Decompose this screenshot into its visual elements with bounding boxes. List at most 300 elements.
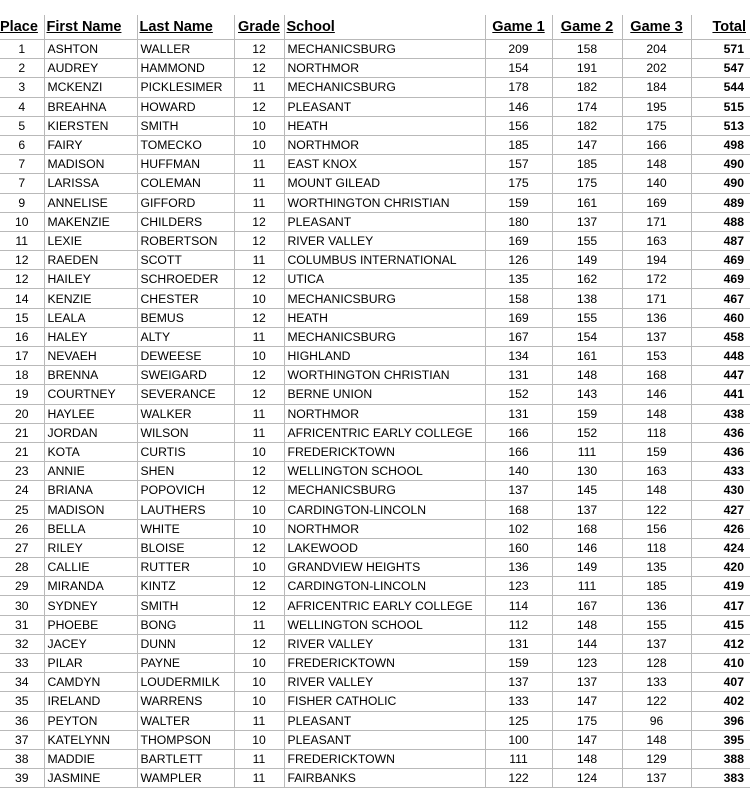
cell-school: RIVER VALLEY xyxy=(284,673,485,692)
cell-grade: 11 xyxy=(234,327,284,346)
cell-game-1: 136 xyxy=(485,558,552,577)
cell-game-3: 148 xyxy=(622,404,691,423)
cell-place: 17 xyxy=(0,347,44,366)
cell-school: PLEASANT xyxy=(284,212,485,231)
cell-place: 2 xyxy=(0,59,44,78)
cell-place: 26 xyxy=(0,519,44,538)
table-row xyxy=(0,423,750,442)
cell-place: 28 xyxy=(0,558,44,577)
cell-game-1: 125 xyxy=(485,711,552,730)
cell-game-2: 130 xyxy=(552,462,622,481)
cell-school: HIGHLAND xyxy=(284,347,485,366)
cell-last-name: SCOTT xyxy=(137,251,234,270)
cell-last-name: SEVERANCE xyxy=(137,385,234,404)
cell-game-2: 154 xyxy=(552,327,622,346)
cell-last-name: SMITH xyxy=(137,596,234,615)
cell-game-2: 191 xyxy=(552,59,622,78)
cell-school: EAST KNOX xyxy=(284,155,485,174)
table-row xyxy=(0,366,750,385)
cell-game-3: 129 xyxy=(622,749,691,768)
cell-game-3: 128 xyxy=(622,654,691,673)
cell-grade: 11 xyxy=(234,251,284,270)
cell-grade: 12 xyxy=(234,538,284,557)
cell-total: 489 xyxy=(691,193,750,212)
cell-game-3: 136 xyxy=(622,308,691,327)
cell-first-name: FAIRY xyxy=(44,135,137,154)
cell-grade: 11 xyxy=(234,749,284,768)
cell-grade: 11 xyxy=(234,155,284,174)
cell-game-1: 180 xyxy=(485,212,552,231)
cell-total: 417 xyxy=(691,596,750,615)
cell-first-name: MIRANDA xyxy=(44,577,137,596)
cell-total: 544 xyxy=(691,78,750,97)
cell-school: WELLINGTON SCHOOL xyxy=(284,462,485,481)
table-row xyxy=(0,538,750,557)
cell-game-2: 175 xyxy=(552,711,622,730)
cell-place: 9 xyxy=(0,193,44,212)
cell-first-name: MADDIE xyxy=(44,749,137,768)
cell-last-name: POPOVICH xyxy=(137,481,234,500)
table-row xyxy=(0,385,750,404)
cell-place: 31 xyxy=(0,615,44,634)
cell-last-name: DUNN xyxy=(137,634,234,653)
cell-total: 402 xyxy=(691,692,750,711)
cell-game-2: 149 xyxy=(552,558,622,577)
table-row xyxy=(0,615,750,634)
cell-first-name: KOTA xyxy=(44,442,137,461)
cell-total: 571 xyxy=(691,40,750,59)
cell-game-3: 148 xyxy=(622,155,691,174)
cell-school: RIVER VALLEY xyxy=(284,634,485,653)
cell-game-3: 195 xyxy=(622,97,691,116)
cell-grade: 10 xyxy=(234,442,284,461)
header-game-2: Game 2 xyxy=(552,15,622,40)
cell-game-2: 167 xyxy=(552,596,622,615)
cell-first-name: JASMINE xyxy=(44,769,137,788)
cell-game-1: 152 xyxy=(485,385,552,404)
cell-grade: 12 xyxy=(234,270,284,289)
cell-total: 419 xyxy=(691,577,750,596)
table-row xyxy=(0,174,750,193)
cell-first-name: CALLIE xyxy=(44,558,137,577)
cell-grade: 12 xyxy=(234,97,284,116)
cell-total: 407 xyxy=(691,673,750,692)
cell-game-2: 155 xyxy=(552,308,622,327)
table-row xyxy=(0,251,750,270)
cell-school: FAIRBANKS xyxy=(284,769,485,788)
cell-school: MECHANICSBURG xyxy=(284,78,485,97)
cell-game-2: 149 xyxy=(552,251,622,270)
cell-game-1: 169 xyxy=(485,231,552,250)
cell-total: 547 xyxy=(691,59,750,78)
cell-game-2: 182 xyxy=(552,116,622,135)
table-row xyxy=(0,711,750,730)
header-school: School xyxy=(284,15,485,40)
cell-last-name: WARRENS xyxy=(137,692,234,711)
cell-grade: 10 xyxy=(234,347,284,366)
cell-game-1: 209 xyxy=(485,40,552,59)
cell-game-2: 143 xyxy=(552,385,622,404)
cell-game-1: 114 xyxy=(485,596,552,615)
table-row xyxy=(0,442,750,461)
cell-total: 441 xyxy=(691,385,750,404)
table-row xyxy=(0,577,750,596)
cell-total: 438 xyxy=(691,404,750,423)
table-row xyxy=(0,40,750,59)
cell-game-3: 163 xyxy=(622,462,691,481)
cell-game-3: 204 xyxy=(622,40,691,59)
cell-total: 383 xyxy=(691,769,750,788)
cell-game-2: 185 xyxy=(552,155,622,174)
cell-game-3: 148 xyxy=(622,481,691,500)
cell-place: 3 xyxy=(0,78,44,97)
cell-game-1: 122 xyxy=(485,769,552,788)
cell-game-3: 159 xyxy=(622,442,691,461)
cell-place: 5 xyxy=(0,116,44,135)
cell-total: 448 xyxy=(691,347,750,366)
cell-last-name: SMITH xyxy=(137,116,234,135)
cell-game-1: 157 xyxy=(485,155,552,174)
cell-school: RIVER VALLEY xyxy=(284,231,485,250)
cell-school: BERNE UNION xyxy=(284,385,485,404)
cell-first-name: RILEY xyxy=(44,538,137,557)
cell-first-name: LEALA xyxy=(44,308,137,327)
cell-first-name: ANNIE xyxy=(44,462,137,481)
cell-grade: 10 xyxy=(234,654,284,673)
cell-total: 467 xyxy=(691,289,750,308)
cell-game-3: 175 xyxy=(622,116,691,135)
cell-school: MOUNT GILEAD xyxy=(284,174,485,193)
cell-last-name: ALTY xyxy=(137,327,234,346)
cell-school: NORTHMOR xyxy=(284,519,485,538)
cell-school: HEATH xyxy=(284,116,485,135)
cell-total: 487 xyxy=(691,231,750,250)
cell-game-2: 123 xyxy=(552,654,622,673)
cell-total: 420 xyxy=(691,558,750,577)
cell-total: 426 xyxy=(691,519,750,538)
cell-total: 490 xyxy=(691,155,750,174)
cell-game-1: 111 xyxy=(485,749,552,768)
cell-game-2: 147 xyxy=(552,730,622,749)
cell-game-3: 171 xyxy=(622,289,691,308)
cell-game-1: 131 xyxy=(485,634,552,653)
cell-school: WORTHINGTON CHRISTIAN xyxy=(284,366,485,385)
cell-place: 16 xyxy=(0,327,44,346)
cell-last-name: WALLER xyxy=(137,40,234,59)
cell-school: PLEASANT xyxy=(284,711,485,730)
cell-place: 19 xyxy=(0,385,44,404)
cell-last-name: COLEMAN xyxy=(137,174,234,193)
cell-first-name: JORDAN xyxy=(44,423,137,442)
cell-first-name: AUDREY xyxy=(44,59,137,78)
cell-last-name: WILSON xyxy=(137,423,234,442)
cell-game-1: 178 xyxy=(485,78,552,97)
cell-first-name: MADISON xyxy=(44,155,137,174)
cell-first-name: KATELYNN xyxy=(44,730,137,749)
cell-total: 424 xyxy=(691,538,750,557)
cell-last-name: WAMPLER xyxy=(137,769,234,788)
cell-first-name: LARISSA xyxy=(44,174,137,193)
header-game-1: Game 1 xyxy=(485,15,552,40)
cell-game-1: 137 xyxy=(485,673,552,692)
cell-last-name: WALTER xyxy=(137,711,234,730)
cell-first-name: COURTNEY xyxy=(44,385,137,404)
cell-total: 488 xyxy=(691,212,750,231)
cell-place: 7 xyxy=(0,174,44,193)
cell-place: 35 xyxy=(0,692,44,711)
cell-school: MECHANICSBURG xyxy=(284,481,485,500)
cell-school: PLEASANT xyxy=(284,97,485,116)
cell-school: UTICA xyxy=(284,270,485,289)
cell-place: 1 xyxy=(0,40,44,59)
cell-total: 412 xyxy=(691,634,750,653)
cell-last-name: HAMMOND xyxy=(137,59,234,78)
cell-game-1: 159 xyxy=(485,654,552,673)
table-row xyxy=(0,327,750,346)
table-row xyxy=(0,404,750,423)
cell-grade: 12 xyxy=(234,40,284,59)
cell-total: 388 xyxy=(691,749,750,768)
cell-grade: 12 xyxy=(234,212,284,231)
cell-school: NORTHMOR xyxy=(284,404,485,423)
cell-first-name: ANNELISE xyxy=(44,193,137,212)
table-row xyxy=(0,673,750,692)
table-row xyxy=(0,212,750,231)
cell-game-3: 156 xyxy=(622,519,691,538)
cell-game-1: 140 xyxy=(485,462,552,481)
header-place: Place xyxy=(0,19,38,35)
cell-grade: 11 xyxy=(234,193,284,212)
table-row xyxy=(0,193,750,212)
cell-total: 430 xyxy=(691,481,750,500)
cell-grade: 12 xyxy=(234,385,284,404)
cell-game-1: 166 xyxy=(485,442,552,461)
cell-game-3: 163 xyxy=(622,231,691,250)
cell-game-2: 145 xyxy=(552,481,622,500)
cell-first-name: KENZIE xyxy=(44,289,137,308)
cell-first-name: MAKENZIE xyxy=(44,212,137,231)
cell-grade: 11 xyxy=(234,615,284,634)
cell-grade: 11 xyxy=(234,711,284,730)
table-row xyxy=(0,59,750,78)
cell-last-name: BEMUS xyxy=(137,308,234,327)
cell-first-name: ASHTON xyxy=(44,40,137,59)
table-row xyxy=(0,519,750,538)
cell-place: 23 xyxy=(0,462,44,481)
table-row xyxy=(0,654,750,673)
cell-grade: 12 xyxy=(234,308,284,327)
cell-game-1: 102 xyxy=(485,519,552,538)
cell-first-name: KIERSTEN xyxy=(44,116,137,135)
cell-last-name: TOMECKO xyxy=(137,135,234,154)
cell-grade: 11 xyxy=(234,404,284,423)
cell-game-3: 136 xyxy=(622,596,691,615)
cell-game-2: 161 xyxy=(552,347,622,366)
cell-game-3: 96 xyxy=(622,711,691,730)
cell-last-name: ROBERTSON xyxy=(137,231,234,250)
cell-first-name: PILAR xyxy=(44,654,137,673)
cell-school: FREDERICKTOWN xyxy=(284,442,485,461)
cell-grade: 12 xyxy=(234,462,284,481)
cell-grade: 10 xyxy=(234,500,284,519)
cell-last-name: SCHROEDER xyxy=(137,270,234,289)
cell-school: FREDERICKTOWN xyxy=(284,749,485,768)
cell-grade: 11 xyxy=(234,78,284,97)
results-table xyxy=(0,15,750,788)
cell-place: 11 xyxy=(0,231,44,250)
cell-total: 469 xyxy=(691,270,750,289)
cell-game-3: 122 xyxy=(622,692,691,711)
cell-last-name: GIFFORD xyxy=(137,193,234,212)
cell-first-name: PEYTON xyxy=(44,711,137,730)
cell-game-1: 100 xyxy=(485,730,552,749)
cell-grade: 12 xyxy=(234,59,284,78)
cell-game-1: 169 xyxy=(485,308,552,327)
cell-place: 12 xyxy=(0,251,44,270)
table-row xyxy=(0,155,750,174)
cell-game-1: 137 xyxy=(485,481,552,500)
cell-game-3: 137 xyxy=(622,327,691,346)
cell-place: 29 xyxy=(0,577,44,596)
cell-place: 20 xyxy=(0,404,44,423)
cell-school: MECHANICSBURG xyxy=(284,289,485,308)
cell-school: NORTHMOR xyxy=(284,135,485,154)
cell-place: 27 xyxy=(0,538,44,557)
cell-game-3: 146 xyxy=(622,385,691,404)
cell-grade: 10 xyxy=(234,692,284,711)
cell-game-1: 175 xyxy=(485,174,552,193)
cell-game-2: 152 xyxy=(552,423,622,442)
cell-place: 37 xyxy=(0,730,44,749)
cell-last-name: BONG xyxy=(137,615,234,634)
cell-game-3: 172 xyxy=(622,270,691,289)
cell-place: 21 xyxy=(0,423,44,442)
cell-grade: 11 xyxy=(234,174,284,193)
cell-last-name: CHILDERS xyxy=(137,212,234,231)
cell-school: MECHANICSBURG xyxy=(284,327,485,346)
cell-grade: 10 xyxy=(234,673,284,692)
cell-school: WORTHINGTON CHRISTIAN xyxy=(284,193,485,212)
cell-game-1: 126 xyxy=(485,251,552,270)
cell-grade: 12 xyxy=(234,231,284,250)
cell-game-2: 111 xyxy=(552,577,622,596)
cell-first-name: BELLA xyxy=(44,519,137,538)
cell-school: PLEASANT xyxy=(284,730,485,749)
cell-first-name: BREAHNA xyxy=(44,97,137,116)
cell-first-name: HALEY xyxy=(44,327,137,346)
cell-grade: 12 xyxy=(234,596,284,615)
cell-last-name: WALKER xyxy=(137,404,234,423)
cell-game-1: 154 xyxy=(485,59,552,78)
cell-game-3: 133 xyxy=(622,673,691,692)
cell-first-name: SYDNEY xyxy=(44,596,137,615)
table-row xyxy=(0,308,750,327)
cell-game-2: 148 xyxy=(552,749,622,768)
cell-last-name: CHESTER xyxy=(137,289,234,308)
cell-last-name: KINTZ xyxy=(137,577,234,596)
cell-first-name: MCKENZI xyxy=(44,78,137,97)
cell-last-name: SWEIGARD xyxy=(137,366,234,385)
cell-first-name: NEVAEH xyxy=(44,347,137,366)
cell-game-2: 155 xyxy=(552,231,622,250)
cell-game-1: 168 xyxy=(485,500,552,519)
cell-school: MECHANICSBURG xyxy=(284,40,485,59)
cell-game-3: 171 xyxy=(622,212,691,231)
cell-game-3: 166 xyxy=(622,135,691,154)
cell-first-name: BRIANA xyxy=(44,481,137,500)
cell-place: 34 xyxy=(0,673,44,692)
cell-game-2: 148 xyxy=(552,615,622,634)
cell-school: FREDERICKTOWN xyxy=(284,654,485,673)
cell-game-2: 124 xyxy=(552,769,622,788)
cell-game-1: 167 xyxy=(485,327,552,346)
cell-first-name: HAILEY xyxy=(44,270,137,289)
table-row xyxy=(0,78,750,97)
cell-grade: 10 xyxy=(234,289,284,308)
cell-school: CARDINGTON-LINCOLN xyxy=(284,500,485,519)
header-row xyxy=(0,15,750,40)
cell-school: LAKEWOOD xyxy=(284,538,485,557)
cell-last-name: BLOISE xyxy=(137,538,234,557)
cell-total: 469 xyxy=(691,251,750,270)
table-row xyxy=(0,558,750,577)
cell-grade: 12 xyxy=(234,366,284,385)
cell-first-name: RAEDEN xyxy=(44,251,137,270)
cell-last-name: CURTIS xyxy=(137,442,234,461)
cell-last-name: PICKLESIMER xyxy=(137,78,234,97)
cell-game-2: 147 xyxy=(552,135,622,154)
table-row xyxy=(0,462,750,481)
cell-game-2: 159 xyxy=(552,404,622,423)
cell-last-name: DEWEESE xyxy=(137,347,234,366)
cell-total: 436 xyxy=(691,442,750,461)
cell-last-name: HOWARD xyxy=(137,97,234,116)
cell-game-2: 182 xyxy=(552,78,622,97)
cell-first-name: CAMDYN xyxy=(44,673,137,692)
cell-total: 427 xyxy=(691,500,750,519)
cell-school: AFRICENTRIC EARLY COLLEGE xyxy=(284,423,485,442)
cell-first-name: HAYLEE xyxy=(44,404,137,423)
cell-school: WELLINGTON SCHOOL xyxy=(284,615,485,634)
cell-game-3: 122 xyxy=(622,500,691,519)
cell-game-1: 158 xyxy=(485,289,552,308)
cell-place: 38 xyxy=(0,749,44,768)
cell-game-3: 135 xyxy=(622,558,691,577)
cell-grade: 10 xyxy=(234,116,284,135)
cell-place: 32 xyxy=(0,634,44,653)
cell-total: 436 xyxy=(691,423,750,442)
cell-place: 24 xyxy=(0,481,44,500)
cell-place: 14 xyxy=(0,289,44,308)
cell-game-1: 134 xyxy=(485,347,552,366)
cell-total: 458 xyxy=(691,327,750,346)
cell-grade: 10 xyxy=(234,135,284,154)
cell-first-name: BRENNA xyxy=(44,366,137,385)
cell-game-1: 131 xyxy=(485,404,552,423)
cell-total: 513 xyxy=(691,116,750,135)
cell-place: 7 xyxy=(0,155,44,174)
cell-last-name: SHEN xyxy=(137,462,234,481)
cell-first-name: IRELAND xyxy=(44,692,137,711)
cell-game-2: 138 xyxy=(552,289,622,308)
cell-game-2: 111 xyxy=(552,442,622,461)
table-row xyxy=(0,500,750,519)
cell-place: 36 xyxy=(0,711,44,730)
cell-last-name: LAUTHERS xyxy=(137,500,234,519)
cell-total: 460 xyxy=(691,308,750,327)
cell-game-3: 194 xyxy=(622,251,691,270)
cell-game-2: 168 xyxy=(552,519,622,538)
